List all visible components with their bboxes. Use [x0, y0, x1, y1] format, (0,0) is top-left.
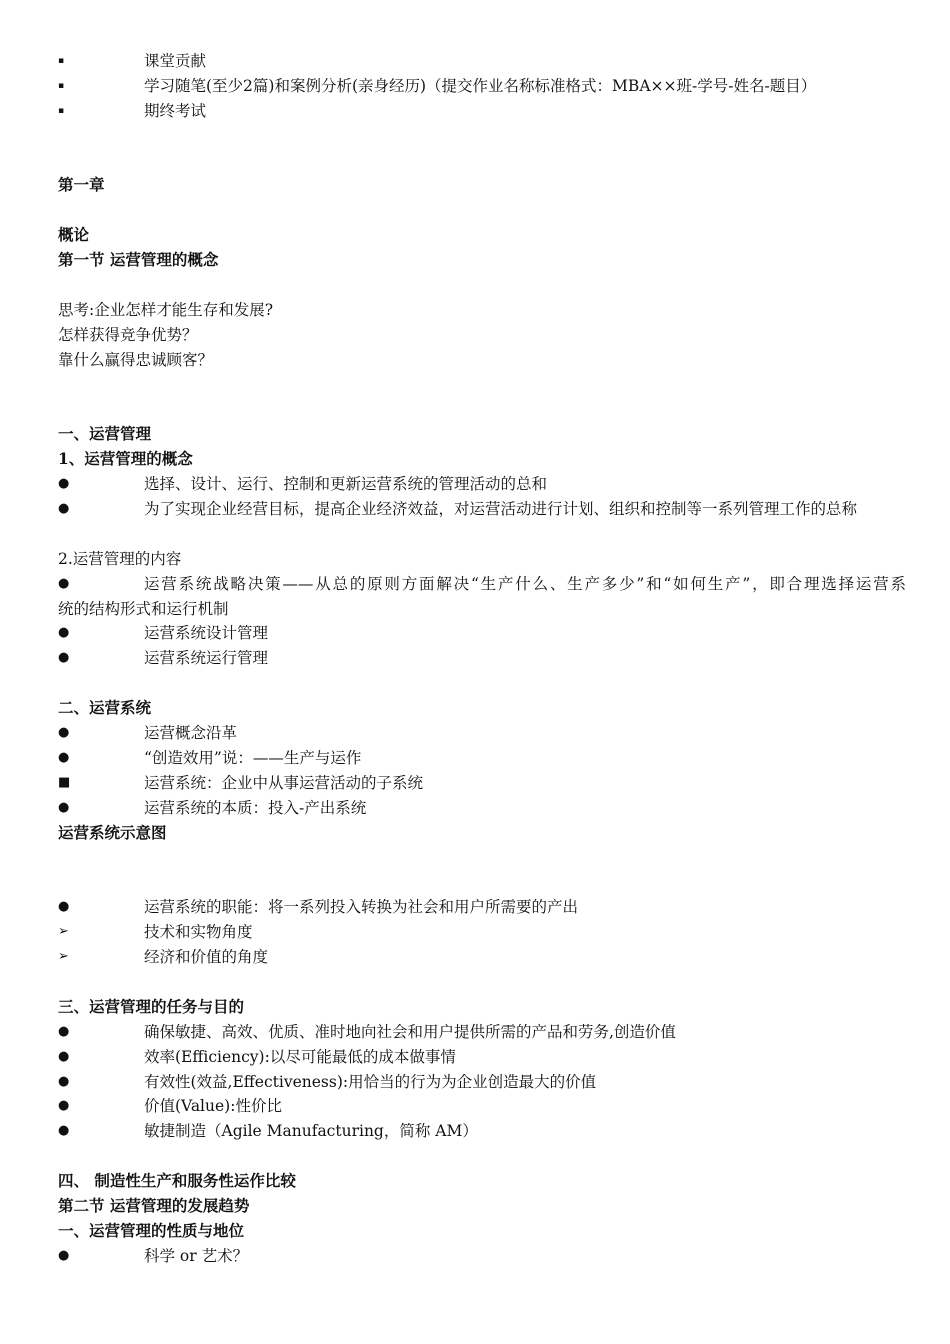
dot-bullet-icon: ●	[58, 650, 70, 666]
chapter-heading: 第一章	[58, 175, 105, 195]
square-bullet-icon: ■	[58, 774, 71, 790]
dot-bullet-icon: ●	[58, 1023, 70, 1039]
think-line: 靠什么赢得忠诚顾客？	[58, 350, 214, 369]
section-heading: 第一节 运营管理的概念	[58, 250, 219, 270]
list-item: ● 价值(Value):性价比	[58, 1094, 906, 1119]
list-item: ● 运营系统的本质：投入-产出系统	[58, 796, 906, 821]
list-item: ● 运营系统的职能：将一系列投入转换为社会和用户所需要的产出	[58, 895, 906, 920]
dot-bullet-icon: ●	[58, 575, 70, 591]
dot-bullet-icon: ●	[58, 476, 70, 492]
section-heading: 第二节 运营管理的发展趋势	[58, 1195, 250, 1215]
heading-3: 三、运营管理的任务与目的	[58, 996, 245, 1016]
list-item: ● 运营概念沿革	[58, 721, 906, 746]
list-item: ● 选择、设计、运行、控制和更新运营系统的管理活动的总和	[58, 472, 906, 497]
list-item: ● 运营系统运行管理	[58, 646, 906, 671]
dot-bullet-icon: ●	[58, 899, 70, 915]
dot-bullet-icon: ●	[58, 725, 70, 741]
list-item: ● “创造效用”说：——生产与运作	[58, 746, 906, 771]
list-item: ● 效率(Efficiency):以尽可能最低的成本做事情	[58, 1045, 906, 1070]
list-item: ● 运营系统战略决策——从总的原则方面解决“生产什么、生产多少”和“如何生产”，即合理选择运营系 统的结构形式和运行机制	[58, 572, 906, 622]
dot-bullet-icon: ●	[58, 501, 70, 517]
dot-bullet-icon: ●	[58, 749, 70, 765]
heading-1: 一、运营管理	[58, 424, 152, 444]
list-item: ● 为了实现企业经营目标，提高企业经济效益，对运营活动进行计划、组织和控制等一系列管理工作的总称	[58, 497, 906, 522]
list-item: ● 有效性(效益,Effectiveness):用恰当的行为为企业创造最大的价值	[58, 1070, 906, 1095]
list-item: ➢ 技术和实物角度	[58, 920, 906, 945]
dot-bullet-icon: ●	[58, 1123, 70, 1139]
list-item: ● 确保敏捷、高效、优质、准时地向社会和用户提供所需的产品和劳务,创造价值	[58, 1020, 906, 1045]
subheading: 2.运营管理的内容	[58, 549, 182, 568]
list-item: ● 运营系统设计管理	[58, 621, 906, 646]
list-item: ● 科学 or 艺术？	[58, 1244, 906, 1269]
heading-1: 一、运营管理的性质与地位	[58, 1220, 245, 1240]
list-item: ▪ 课堂贡献	[58, 49, 906, 74]
square-bullet-icon: ▪	[58, 80, 65, 91]
arrow-bullet-icon: ➢	[58, 924, 69, 940]
dot-bullet-icon: ●	[58, 1073, 70, 1089]
dot-bullet-icon: ●	[58, 799, 70, 815]
dot-bullet-icon: ●	[58, 1048, 70, 1064]
square-bullet-icon: ▪	[58, 105, 65, 116]
dot-bullet-icon: ●	[58, 1098, 70, 1114]
heading-2: 二、运营系统	[58, 698, 152, 718]
subheading: 1、运营管理的概念	[58, 449, 193, 469]
document-page	[58, 49, 906, 1269]
list-item: ■ 运营系统：企业中从事运营活动的子系统	[58, 771, 906, 796]
dot-bullet-icon: ●	[58, 625, 70, 641]
list-item: ● 敏捷制造（Agile Manufacturing，简称 AM）	[58, 1119, 906, 1144]
arrow-bullet-icon: ➢	[58, 949, 69, 965]
diagram-label: 运营系统示意图	[58, 822, 167, 842]
list-item: ▪ 学习随笔(至少2篇)和案例分析(亲身经历)（提交作业名称标准格式：MBA××班-学号-姓名-题目）	[58, 74, 906, 99]
dot-bullet-icon: ●	[58, 1247, 70, 1263]
chapter-title: 概论	[58, 225, 90, 245]
think-line: 怎样获得竞争优势？	[58, 325, 198, 344]
heading-4: 四、 制造性生产和服务性运作比较	[58, 1171, 296, 1191]
list-item: ▪ 期终考试	[58, 99, 906, 124]
square-bullet-icon: ▪	[58, 56, 65, 66]
think-line: 思考:企业怎样才能生存和发展?	[58, 300, 274, 319]
list-item: ➢ 经济和价值的角度	[58, 945, 906, 970]
